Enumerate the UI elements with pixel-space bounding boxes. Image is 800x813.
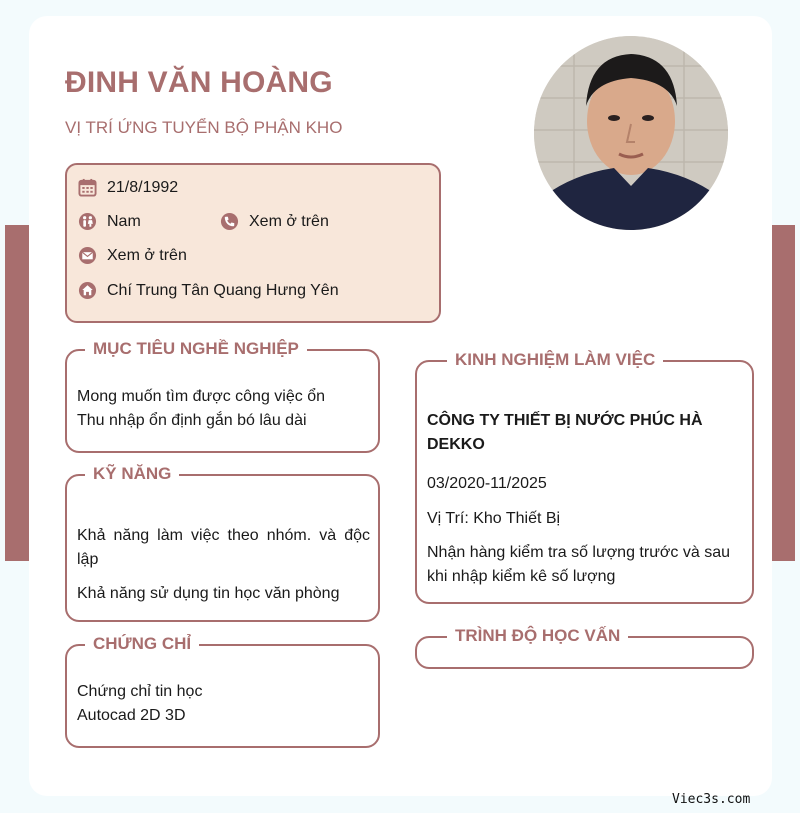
phone-item (220, 212, 329, 231)
objective-line: Mong muốn tìm được công việc ổn (77, 388, 325, 405)
gender-item (78, 212, 141, 231)
address-item (78, 281, 339, 300)
objective-section (65, 339, 380, 453)
skill-item: Khả năng làm việc theo nhóm. và độc lập (77, 527, 370, 568)
left-decor-band (5, 225, 29, 561)
avatar (534, 36, 728, 230)
objective-title: MỤC TIÊU NGHỀ NGHIỆP (85, 337, 307, 361)
phone-icon (220, 212, 239, 231)
skill-item: Khả năng sử dụng tin học văn phòng (77, 585, 340, 602)
gender-icon (78, 212, 97, 231)
phone-text: Xem ở trên (249, 212, 329, 230)
calendar-icon (78, 178, 97, 197)
right-decor-band (771, 225, 795, 561)
education-section (415, 626, 754, 669)
candidate-name: ĐINH VĂN HOÀNG (65, 66, 333, 99)
certificates-text (77, 680, 370, 728)
home-icon (78, 281, 97, 300)
applied-position: VỊ TRÍ ỨNG TUYỂN BỘ PHẬN KHO (65, 118, 343, 137)
certificates-title: CHỨNG CHỈ (85, 632, 199, 656)
certificate-line: Autocad 2D 3D (77, 707, 186, 724)
avatar-photo (534, 36, 728, 230)
address-text: Chí Trung Tân Quang Hưng Yên (107, 281, 339, 299)
birthday-text: 21/8/1992 (107, 178, 179, 196)
experience-title: KINH NGHIỆM LÀM VIỆC (447, 348, 663, 372)
company-name: CÔNG TY THIẾT BỊ NƯỚC PHÚC HÀ DEKKO (427, 412, 703, 453)
work-role: Vị Trí: Kho Thiết Bị (427, 510, 561, 527)
objective-text (77, 385, 370, 433)
skills-section (65, 464, 380, 622)
contact-box (65, 163, 441, 323)
work-description: Nhận hàng kiểm tra số lượng trước và sau khi nhập kiểm kê số lượng (427, 544, 730, 585)
watermark: Viec3s.com (672, 792, 751, 807)
email-item (78, 246, 187, 265)
email-text: Xem ở trên (107, 246, 187, 264)
objective-line: Thu nhập ổn định gắn bó lâu dài (77, 412, 307, 429)
email-icon (78, 246, 97, 265)
gender-text: Nam (107, 212, 141, 230)
experience-section (415, 350, 754, 604)
certificate-line: Chứng chỉ tin học (77, 683, 203, 700)
work-period: 03/2020-11/2025 (427, 475, 547, 492)
education-title: TRÌNH ĐỘ HỌC VẤN (447, 624, 628, 648)
skills-title: KỸ NĂNG (85, 462, 179, 486)
certificates-section (65, 634, 380, 748)
birthday-item (78, 178, 178, 197)
